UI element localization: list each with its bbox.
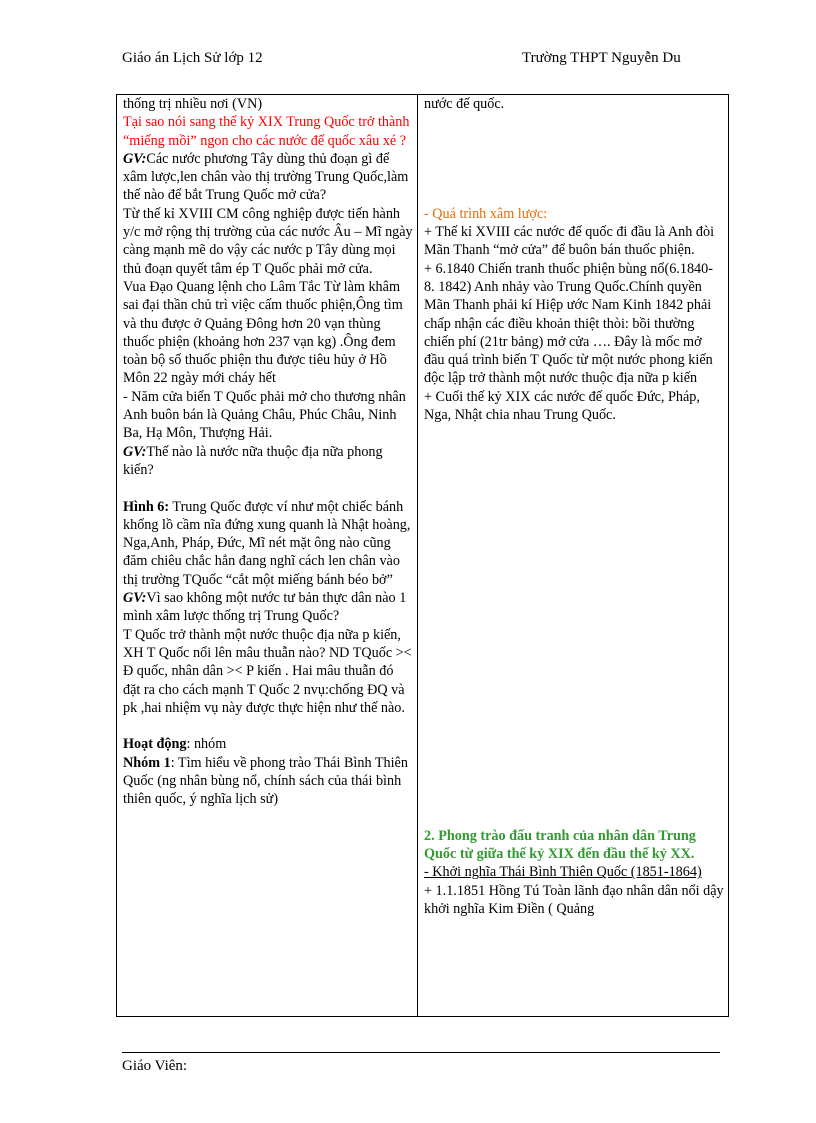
teacher-activities-column [117, 95, 418, 1017]
left-paragraph: T Quốc trở thành một nước thuộc địa nữa p kiến, XH T Quốc nổi lên mâu thuẫn nào? ND TQuốc >< Đ quốc, nhân dân >< P kiến . Hai mâu thuẫn đó đặt ra cho cách mạnh T Quốc 2 nvụ:chống ĐQ và pk ,hai nhiệm vụ này được thực hiện như thế nào. [123, 626, 412, 716]
group-label: Nhóm 1 [123, 754, 171, 771]
figure-label: Hình 6: [123, 498, 170, 515]
gv-question-text: Vì sao không một nước tư bản thực dân nào 1 mình xâm lược thống trị Trung Quốc? [123, 590, 407, 625]
right-paragraph: + 1.1.1851 Hồng Tú Toàn lãnh đạo nhân dân nổi dậy khởi nghĩa Kim Điền ( Quảng [424, 882, 724, 918]
left-paragraph: - Năm cửa biển T Quốc phải mở cho thương nhân Anh buôn bán là Quảng Châu, Phúc Châu, Ninh Ba, Hạ Môn, Thượng Hải. [123, 388, 406, 442]
figure-text: Trung Quốc được ví như một chiếc bánh khổng lồ cầm nĩa đứng xung quanh là Nhật hoàng, Nga,Anh, Pháp, Đức, Mĩ nét mặt ông nào cũng đăm chiêu chắc hẳn đang nghĩ cách len chân vào thị trường TQuốc “cắt một miếng bánh béo bở” [123, 498, 411, 588]
activity-text: : nhóm [186, 736, 227, 753]
gv-label: GV: [123, 443, 147, 460]
header-subject: Giáo án Lịch Sử lớp 12 [122, 50, 263, 66]
subsection-title: - Khởi nghĩa Thái Bình Thiên Quốc (1851-1864) [424, 864, 702, 881]
group-task [123, 754, 413, 809]
activity-line [123, 735, 413, 753]
section-subheading: - Quá trình xâm lược: [424, 205, 548, 222]
right-paragraph: nước đế quốc. [424, 96, 505, 112]
right-paragraph: + Cuối thế kỷ XIX các nước đế quốc Đức, Pháp, Nga, Nhật chia nhau Trung Quốc. [424, 388, 700, 424]
figure-description [123, 498, 413, 589]
group-task-text: : Tìm hiểu về phong trào Thái Bình Thiên Quốc (ng nhân bùng nổ, chính sách của thái bình thiên quốc, ý nghĩa lịch sử) [123, 754, 408, 808]
footer-teacher-label: Giáo Viên: [122, 1058, 188, 1074]
right-paragraph: + Thế kỉ XVIII các nước đế quốc đi đầu là Anh đòi Mãn Thanh “mở cửa” để buôn bán thuốc phiện. [424, 224, 715, 259]
lesson-table [116, 94, 729, 1017]
left-paragraph: Vua Đạo Quang lệnh cho Lâm Tắc Từ làm khâm sai đại thần chủ trì việc cấm thuốc phiện,Ông tìm và thu được ở Quảng Đông hơn 20 vạn thùng thuốc phiện (khoảng hơn 237 vạn kg) .Ông đem toàn bộ số thuốc phiện thu được tiêu hủy ở Hồ Môn 22 ngày mới cháy hết [123, 278, 403, 387]
gv-label: GV: [123, 150, 147, 167]
left-paragraph: thống trị nhiều nơi (VN) [123, 96, 263, 112]
lesson-content-column [418, 95, 729, 1017]
table-row [117, 95, 729, 1017]
activity-label: Hoạt động [123, 736, 187, 753]
gv-label: GV: [123, 590, 147, 607]
gv-question [123, 150, 413, 205]
left-paragraph: Từ thế kỉ XVIII CM công nghiệp được tiến hành y/c mở rộng thị trường của các nước Âu – Mĩ ngày càng mạnh mẽ do vậy các nước p Tây dùng mọi thủ đoạn quyết tâm ép T Quốc phải mở cửa. [123, 205, 413, 277]
gv-question [123, 589, 413, 626]
footer-divider [122, 1052, 720, 1053]
header-school: Trường THPT Nguyễn Du [522, 50, 681, 66]
section-heading: 2. Phong trào đấu tranh của nhân dân Trung Quốc từ giữa thế kỷ XIX đến đầu thế kỷ XX. [424, 827, 696, 863]
question-text: Tại sao nói sang thế kỷ XIX Trung Quốc trở thành “miếng mồi” ngon cho các nước đế quốc xâu xé ? [123, 114, 410, 149]
gv-question-text: Các nước phương Tây dùng thủ đoạn gì để xâm lược,len chân vào thị trường Trung Quốc,làm thế nào để bắt Trung Quốc mở cửa? [123, 150, 409, 204]
right-paragraph: + 6.1840 Chiến tranh thuốc phiện bùng nổ(6.1840- 8. 1842) Anh nhảy vào Trung Quốc.Chính quyền Mãn Thanh phải kí Hiệp ước Nam Kinh 1842 phải chấp nhận các điều khoản thiệt thòi: bồi thường chiến phí (21tr bảng) mở cửa …. Đây là mốc mở đầu quá trình biến T Quốc từ một nước phong kiến độc lập trở thành một nước thuộc địa nữa p kiến [424, 260, 713, 387]
gv-question-text: Thế nào là nước nữa thuộc địa nữa phong kiến? [123, 443, 383, 478]
gv-question [123, 443, 413, 480]
